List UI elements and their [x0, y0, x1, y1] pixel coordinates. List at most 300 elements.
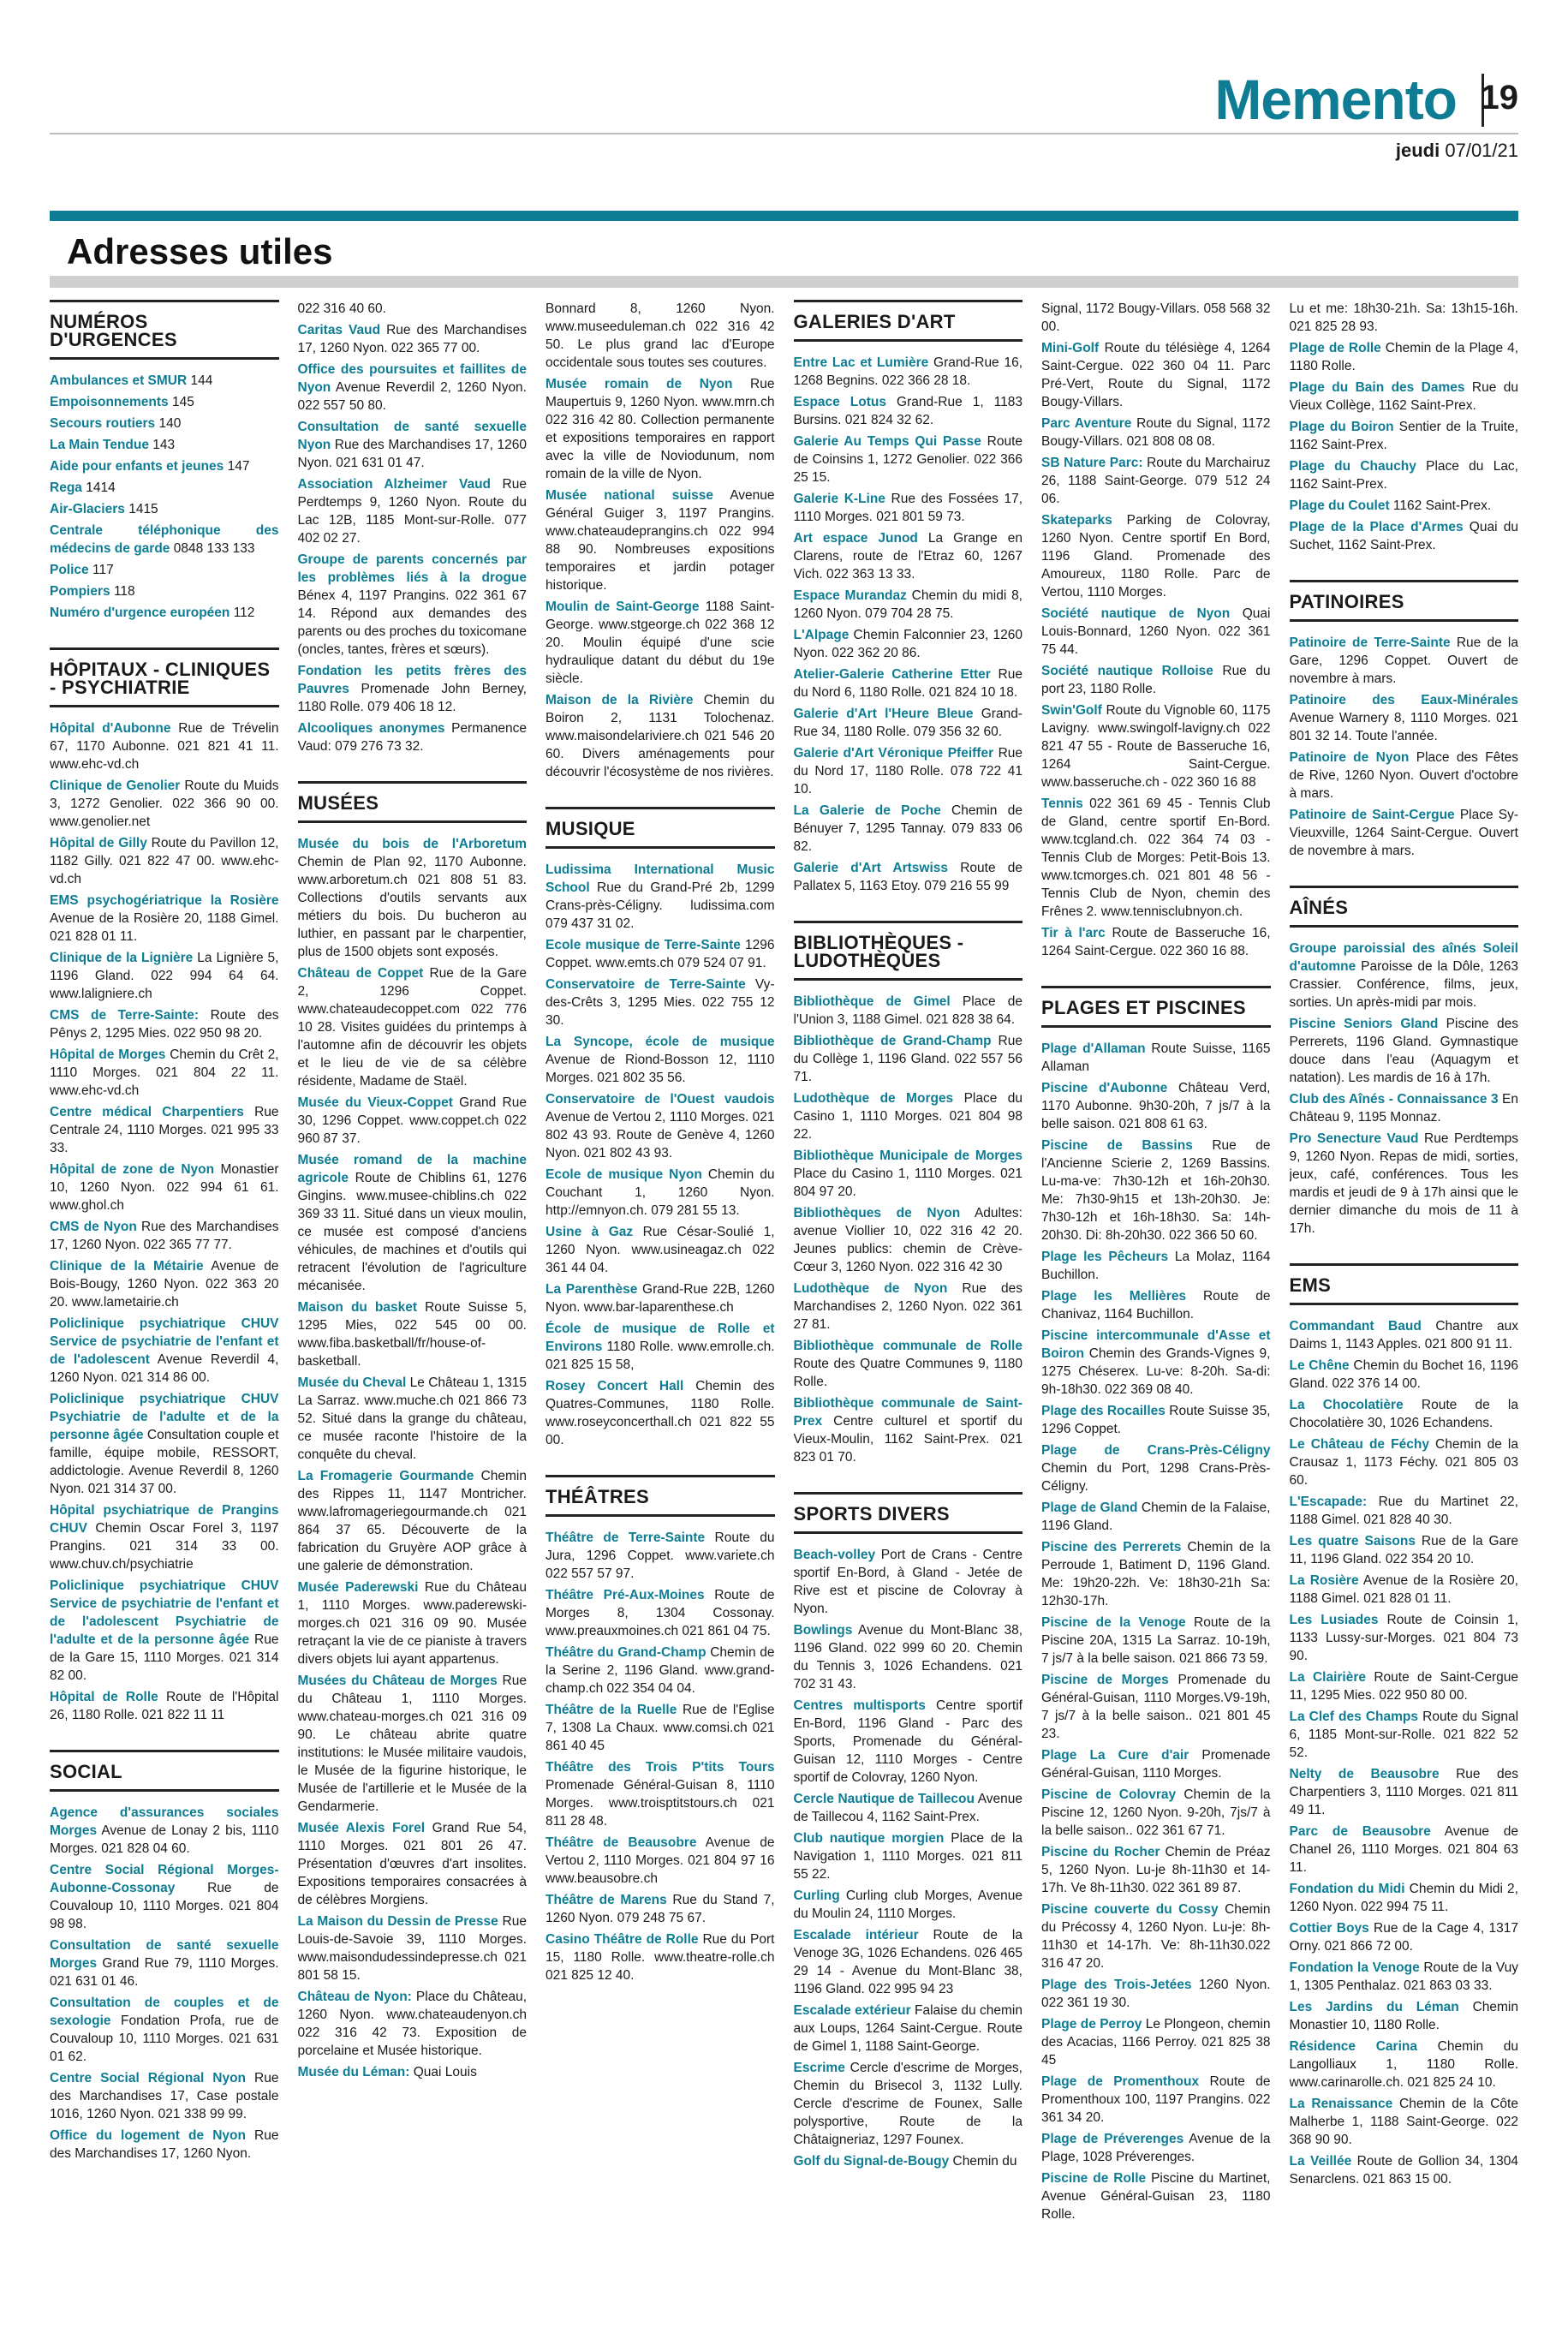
entry-name: Musée du Léman: — [297, 2065, 410, 2079]
listing-entry — [546, 1377, 775, 1449]
section-heading: SPORTS DIVERS — [794, 1492, 1023, 1534]
entry-details: Route du Vignoble 60, 1175 Lavigny. www.swingolf-lavigny.ch 022 821 47 55 - Route de Basseruche 16, 1264 Saint-Cergue. www.basseruche.ch - 022 360 16 88 — [1041, 703, 1271, 790]
listing-entry — [298, 1094, 528, 1148]
entry-name: Centre médical Charpentiers — [50, 1105, 244, 1119]
entry-details: Le Château 1, 1315 La Sarraz. www.muche.ch 021 866 73 52. Situé dans la grange du château, ce musée raconte l'histoire de la conquête du cheval. — [297, 1375, 527, 1462]
entry-name: Galerie Au Temps Qui Passe — [793, 434, 981, 449]
section-gap — [1041, 964, 1271, 986]
masthead — [0, 0, 1568, 167]
entry-details: Route du Jura, 1296 Coppet. www.variete.ch 022 557 57 97. — [546, 1530, 775, 1581]
entry-name: Piscine de Morges — [1041, 1673, 1169, 1687]
entry-name: Piscine de la Venoge — [1041, 1615, 1186, 1630]
listing-entry — [1041, 2130, 1271, 2166]
entry-details: Quai Louis-Bonnard, 1260 Nyon. 022 361 75 44. — [1041, 606, 1271, 657]
entry-name: Pro Senecture Vaud — [1289, 1131, 1419, 1146]
entry-details: Rue des Marchandises 17, 1260 Nyon. 022 365 77 77. — [50, 1220, 279, 1252]
entry-name: Plage de Gland — [1041, 1501, 1138, 1515]
entry-details: Rue de l'Eglise 7, 1308 La Chaux. www.comsi.ch 021 861 40 45 — [546, 1703, 775, 1753]
listing-entry — [1290, 634, 1519, 688]
entry-name: École de musique de Rolle et Environs — [546, 1322, 775, 1354]
listing-entry — [1041, 1786, 1271, 1840]
entry-details: Place de la Navigation 1, 1110 Morges. 021 811 55 22. — [793, 1831, 1022, 1882]
entry-details: Chemin du midi 8, 1260 Nyon. 079 704 28 75. — [793, 588, 1022, 621]
listing-entry — [1290, 806, 1519, 860]
listing-entry — [1041, 454, 1271, 508]
entry-name: Piscine couverte du Cossy — [1041, 1902, 1219, 1917]
entry-details: Place des Fêtes de Rive, 1260 Nyon. Ouvert d'octobre à mars. — [1289, 750, 1518, 801]
section-title: Memento — [1214, 68, 1457, 131]
listing-entry — [1290, 1396, 1519, 1432]
entry-details: Chemin de la Falaise, 1196 Gland. — [1041, 1501, 1271, 1533]
listing-entry — [1290, 1090, 1519, 1126]
listing-entry — [1041, 1040, 1271, 1076]
entry-name: Les Lusiades — [1289, 1613, 1379, 1627]
listing-entry — [794, 490, 1023, 526]
entry-details: Chantre aux Daims 1, 1143 Apples. 021 800 91 11. — [1289, 1319, 1518, 1351]
page-banner — [50, 211, 1518, 279]
entry-name: Fondation la Venoge — [1289, 1960, 1420, 1975]
entry-details: En Château 9, 1195 Monnaz. — [1289, 1092, 1518, 1125]
entry-name: Clinique de la Métairie — [50, 1259, 204, 1274]
entry-details: Adultes: avenue Viollier 10, 022 316 42 20. Jeunes publics: chemin de Crève-Cœur 3, 1260 Nyon. 022 316 42 30 — [793, 1206, 1022, 1274]
listing-entry — [546, 1891, 775, 1927]
entry-name: Ecole musique de Terre-Sainte — [546, 938, 741, 952]
entry-name: Plage du Coulet — [1289, 498, 1390, 513]
listing-entry — [794, 802, 1023, 856]
entry-details: Rue de la Gare, 1296 Coppet. Ouvert de novembre à mars. — [1289, 635, 1518, 686]
entry-details: Grand Rue 79, 1110 Morges. 021 631 01 46. — [50, 1956, 279, 1989]
column-6 — [1290, 300, 1519, 2301]
listing-entry — [546, 1320, 775, 1374]
entry-name: CMS de Nyon — [50, 1220, 137, 1234]
listing-entry — [794, 1926, 1023, 1998]
listing-entry — [794, 1337, 1023, 1391]
entry-details: Avenue Reverdil 4, 1260 Nyon. 021 314 86 00. — [50, 1352, 279, 1385]
entry-details: Rue Louis-de-Savoie 39, 1110 Morges. www.maisondudessindepresse.ch 021 801 58 15. — [297, 1914, 527, 1983]
entry-details: Chemin Falconnier 23, 1260 Nyon. 022 362 20 86. — [793, 628, 1022, 660]
listing-entry — [794, 1204, 1023, 1276]
listing-entry — [1290, 1572, 1519, 1608]
banner-title: Adresses utiles — [67, 231, 333, 271]
entry-details: Place du Lac, 1162 Saint-Prex. — [1289, 459, 1518, 492]
listing-entry — [298, 719, 528, 755]
entry-name: Moulin de Saint-George — [546, 600, 700, 614]
entry-name: Policlinique psychiatrique CHUV Service de psychiatrie de l'enfant et de l'adolescent Psychiatrie de l'adulte et de la personne âgée — [50, 1578, 279, 1647]
listing-entry — [1041, 1079, 1271, 1133]
entry-name: Les quatre Saisons — [1289, 1534, 1416, 1548]
listing-entry — [50, 1315, 279, 1387]
entry-name: Hôpital de Morges — [50, 1047, 166, 1062]
entry-details: Route Suisse 5, 1295 Mies, 022 545 00 00. www.fiba.basketball/fr/house-of-basketball. — [297, 1300, 527, 1369]
listing-entry — [50, 1218, 279, 1254]
entry-details: Avenue de Chanel 26, 1110 Morges. 021 804 63 11. — [1289, 1824, 1518, 1875]
entry-name: Tir à l'arc — [1041, 926, 1106, 940]
entry-details: Le Plongeon, chemin des Acacias, 1166 Perroy. 021 825 38 45 — [1041, 2017, 1271, 2067]
entry-details: Sentier de la Truite, 1162 Saint-Prex. — [1289, 420, 1518, 452]
entry-details: Chemin de la Serine 2, 1196 Gland. www.grand-champ.ch 022 354 04 04. — [546, 1645, 775, 1696]
entry-details: Chemin Oscar Forel 3, 1197 Prangins. 021 314 33 00. www.chuv.ch/psychiatrie — [50, 1521, 279, 1572]
listing-entry — [50, 1688, 279, 1724]
entry-name: La Galerie de Poche — [793, 803, 941, 818]
listing-entry — [50, 1577, 279, 1685]
listing-entry — [50, 1161, 279, 1214]
entry-name: La Fromagerie Gourmande — [297, 1469, 474, 1483]
listing-entry — [298, 1151, 528, 1295]
page-number: 19 — [1480, 79, 1518, 116]
entry-details: Route de Chanivaz, 1164 Buchillon. — [1041, 1289, 1271, 1322]
listing-entry — [1041, 701, 1271, 791]
listing-entry — [546, 1090, 775, 1162]
listing-entry — [50, 436, 279, 454]
entry-name: Alcooliques anonymes — [297, 721, 445, 736]
issue-date — [1396, 140, 1518, 162]
listing-entry — [50, 777, 279, 831]
entry-details: Route de Promenthoux 100, 1197 Prangins. 022 361 34 20. — [1041, 2074, 1271, 2125]
listing-entry — [1290, 749, 1519, 803]
entry-name: Musée du Cheval — [297, 1375, 407, 1390]
listing-entry — [1290, 2152, 1519, 2188]
entry-details: Route du télésiège 4, 1264 Saint-Cergue. 022 360 04 11. Parc Pré-Vert, Route du Signal, 1172 Bougy-Villars. — [1041, 341, 1271, 409]
entry-name: La Main Tendue — [50, 438, 149, 452]
entry-details: Centre culturel et sportif du Vieux-Moulin, 1162 Saint-Prex. 021 823 01 70. — [793, 1414, 1022, 1465]
entry-details: Rue de la Cage 4, 1317 Orny. 021 866 72 00. — [1289, 1921, 1518, 1954]
column-2 — [298, 300, 528, 2301]
listing-entry — [298, 1988, 528, 2060]
entry-details: Chemin du Bochet 16, 1196 Gland. 022 376 14 00. — [1289, 1358, 1518, 1391]
entry-name: Piscine intercommunale d'Asse et Boiron — [1041, 1328, 1271, 1361]
entry-name: Aide pour enfants et jeunes — [50, 459, 224, 474]
listing-entry — [546, 1701, 775, 1755]
listing-entry — [298, 1298, 528, 1370]
entry-name: Patinoire de Saint-Cergue — [1289, 808, 1455, 822]
entry-name: Clinique de la Lignière — [50, 951, 194, 965]
entry-name: Parc de Beausobre — [1289, 1824, 1431, 1839]
entry-name: Entre Lac et Lumière — [793, 355, 929, 370]
entry-name: Policlinique psychiatrique CHUV Psychiatrie de l'adulte et de la personne âgée — [50, 1392, 279, 1442]
entry-details: Piscine des Perrerets, 1196 Gland. Gymnastique douce dans l'eau (Aquagym et natation). Les mardis de 16 à 17h. — [1289, 1017, 1518, 1085]
entry-details: Grand-Rue 16, 1268 Begnins. 022 366 28 18. — [793, 355, 1022, 388]
entry-name: Musée du bois de l'Arboretum — [297, 837, 527, 851]
entry-details: Rue des Charpentiers 3, 1110 Morges. 021 811 49 11. — [1289, 1767, 1518, 1817]
banner-underline — [50, 276, 1518, 288]
listing-entry — [1290, 1823, 1519, 1877]
section-heading: HÔPITAUX - CLINIQUES - PSYCHIATRIE — [50, 647, 279, 707]
entry-details: Grand Rue 30, 1296 Coppet. www.coppet.ch 022 960 87 37. — [297, 1095, 527, 1146]
entry-details: Avenue de Vertou 2, 1110 Morges. 021 802 43 93. Route de Genève 4, 1260 Nyon. 021 802 43 93. — [546, 1110, 775, 1161]
entry-name: Centre Social Régional Nyon — [50, 2071, 247, 2085]
entry-details: Avenue de la Plage, 1028 Préverenges. — [1041, 2132, 1271, 2164]
section-gap — [546, 785, 775, 807]
entry-details: 143 — [148, 438, 176, 452]
entry-name: La Chocolatière — [1289, 1398, 1404, 1412]
entry-name: Ambulances et SMUR — [50, 373, 188, 388]
entry-details: Bénex 4, 1197 Prangins. 022 361 67 14. Répond aux demandes des parents ou des proches du toxicomane (oncles, tantes, frères et sœurs). — [297, 588, 527, 657]
entry-name: Ludothèque de Morges — [793, 1091, 954, 1106]
listing-entry — [794, 2152, 1023, 2170]
entry-name: Plage du Chauchy — [1289, 459, 1416, 474]
entry-details: Rue des Marchandises 17, Case postale 1016, 1260 Nyon. 021 338 99 99. — [50, 2071, 279, 2121]
listing-entry — [794, 587, 1023, 623]
entry-details: Rue de Couvaloup 10, 1110 Morges. 021 804 98 98. — [50, 1881, 279, 1931]
listing-entry — [794, 433, 1023, 486]
listing-entry — [1290, 1919, 1519, 1955]
entry-details: Route du Marchairuz 26, 1188 Saint-George. 079 512 24 06. — [1041, 456, 1271, 506]
column-3 — [546, 300, 775, 2301]
entry-name: Le Château de Féchy — [1289, 1437, 1429, 1452]
entry-name: Piscine Seniors Gland — [1289, 1017, 1439, 1031]
listing-entry — [298, 2063, 528, 2081]
entry-name: Patinoire de Terre-Sainte — [1289, 635, 1451, 650]
entry-name: Musée national suisse — [546, 488, 714, 503]
entry-name: Groupe paroissial des aînés Soleil d'automne — [1289, 941, 1518, 974]
listing-entry — [794, 1147, 1023, 1201]
section-gap — [1290, 558, 1519, 580]
entry-details: Rue du Collège 1, 1196 Gland. 022 557 56 71. — [793, 1034, 1022, 1084]
entry-details: Avenue de la Rosière 20, 1188 Gimel. 021 828 01 11. — [1289, 1573, 1518, 1606]
listing-entry — [1041, 2073, 1271, 2127]
listing-entry — [794, 529, 1023, 583]
entry-name: Atelier-Galerie Catherine Etter — [793, 667, 991, 682]
entry-name: Musées du Château de Morges — [297, 1674, 498, 1688]
issue-date-value: 07/01/21 — [1445, 140, 1518, 161]
listing-entry — [1041, 300, 1271, 336]
entry-details: Parking de Colovray, 1260 Nyon. Centre sportif En Bord, 1196 Gland. Promenade des Amoureux, 1180 Rolle. Parc de Vertou, 1110 Morges. — [1041, 513, 1271, 600]
entry-details: Chemin des Rippes 11, 1147 Montricher. www.lafromageriegourmande.ch 021 864 37 65. Découverte de la fabrication du Gruyère AOP grâce à une galerie de démonstration. — [297, 1469, 527, 1573]
entry-details: 117 — [88, 563, 114, 577]
entry-details: Cercle d'escrime de Morges, Chemin du Brisecol 3, 1132 Lully. Cercle d'escrime de Founex, Salle polysportive, Route de la Châtaigneriaz, 1297 Founex. — [793, 2061, 1022, 2147]
listing-entry — [1041, 662, 1271, 698]
entry-details: Chemin de Bénuyer 7, 1295 Tannay. 079 833 06 82. — [793, 803, 1022, 854]
entry-details: 1162 Saint-Prex. — [1389, 498, 1492, 513]
entry-name: L'Escapade: — [1289, 1495, 1368, 1509]
listing-entry — [546, 1166, 775, 1220]
listing-entry — [1041, 511, 1271, 601]
listing-entry — [1290, 457, 1519, 493]
entry-name: Conservatoire de l'Ouest vaudois — [546, 1092, 775, 1107]
issue-day: jeudi — [1395, 140, 1440, 161]
listing-entry — [794, 744, 1023, 798]
entry-name: Plage les Mellières — [1041, 1289, 1187, 1304]
entry-name: Hôpital psychiatrique de Prangins CHUV — [50, 1503, 279, 1536]
entry-name: Fondation du Midi — [1289, 1882, 1405, 1896]
entry-name: Plage de la Place d'Armes — [1289, 520, 1464, 534]
entry-details: Route des Pênys 2, 1295 Mies. 022 950 98 20. — [50, 1008, 279, 1041]
entry-name: Centres multisports — [793, 1698, 926, 1713]
entry-details: Rue du Port 15, 1180 Rolle. www.theatre-rolle.ch 021 825 12 40. — [546, 1932, 775, 1983]
listing-entry — [546, 1586, 775, 1640]
listing-entry — [546, 1758, 775, 1830]
entry-details: Route du Muids 3, 1272 Genolier. 022 366 90 00. www.genolier.net — [50, 779, 279, 829]
listing-entry — [298, 1374, 528, 1464]
header-rule — [50, 133, 1518, 134]
entry-name: Ecole de musique Nyon — [546, 1167, 702, 1182]
entry-details: Avenue de la Rosière 20, 1188 Gimel. 021 828 01 11. — [50, 911, 279, 944]
listing-entry — [546, 1834, 775, 1888]
entry-name: Bibliothèque communale de Saint-Prex — [793, 1396, 1022, 1429]
listing-entry — [546, 691, 775, 781]
entry-name: Consultation de santé sexuelle Nyon — [297, 420, 527, 452]
listing-entry — [1290, 300, 1519, 336]
entry-details: 1180 Rolle. www.emrolle.ch. 021 825 15 58, — [546, 1340, 775, 1372]
listing-entry — [546, 486, 775, 594]
entry-details: Fondation Profa, rue de Couvaloup 10, 1110 Morges. 021 631 01 62. — [50, 2014, 279, 2064]
listing-entry — [298, 1672, 528, 1816]
entry-details: Route de Morges 8, 1304 Cossonay. www.preauxmoines.ch 021 861 04 75. — [546, 1588, 775, 1638]
entry-name: Secours routiers — [50, 416, 156, 431]
entry-name: Bibliothèque Municipale de Morges — [793, 1149, 1022, 1163]
listing-entry — [1041, 1287, 1271, 1323]
entry-name: Plage des Trois-Jetées — [1041, 1978, 1192, 1992]
listing-entry — [1290, 1611, 1519, 1665]
listing-entry — [1290, 497, 1519, 515]
entry-details: Promenade du Général-Guisan, 1110 Morges.V9-19h, 7 js/7 à la belle saison.. 021 801 45 23. — [1041, 1673, 1271, 1741]
entry-details: 144 — [187, 373, 213, 388]
entry-name: Casino Théâtre de Rolle — [546, 1932, 699, 1947]
entry-details: Rue des Marchandises 2, 1260 Nyon. 022 361 27 81. — [793, 1281, 1022, 1332]
listing-entry — [298, 551, 528, 659]
entry-name: Policlinique psychiatrique CHUV Service de psychiatrie de l'enfant et de l'adolescent — [50, 1316, 279, 1367]
entry-details: Chemin de la Plage 4, 1180 Rolle. — [1289, 341, 1518, 373]
entry-details: Place Sy-Vieuxville, 1264 Saint-Cergue. Ouvert de novembre à mars. — [1289, 808, 1518, 858]
entry-details: 1188 Saint-George. www.stgeorge.ch 022 368 12 20. Moulin équipé d'une scie hydraulique datant du début du 19e siècle. — [546, 600, 775, 686]
listing-entry — [1290, 1959, 1519, 1995]
entry-name: Parc Aventure — [1041, 416, 1132, 431]
entry-details: Chemin des Quatres-Communes, 1180 Rolle. www.roseyconcerthall.ch 021 822 55 00. — [546, 1379, 775, 1447]
entry-name: Hôpital d'Aubonne — [50, 721, 171, 736]
entry-name: Police — [50, 563, 89, 577]
entry-details: Promenade Général-Guisan, 1110 Morges. — [1041, 1748, 1271, 1781]
listing-entry — [1290, 1435, 1519, 1489]
listing-entry — [50, 479, 279, 497]
entry-name: Plage du Bain des Dames — [1289, 380, 1465, 395]
entry-details: Rue du Grand-Pré 2b, 1299 Crans-près-Céligny. ludissima.com 079 437 31 02. — [546, 880, 775, 931]
entry-details: Avenue Général Guiger 3, 1197 Prangins. www.chateaudeprangins.ch 022 994 88 90. Nombreuses expositions temporaires et jardin potager historique. — [546, 488, 775, 593]
entry-details: Route du Signal, 1172 Bougy-Villars. 021 808 08 08. — [1041, 416, 1271, 449]
column-5 — [1041, 300, 1271, 2301]
listing-entry — [50, 500, 279, 518]
listing-entry — [50, 1390, 279, 1498]
entry-details: Chemin du Langolliaux 1, 1180 Rolle. www.carinarolle.ch. 021 825 24 10. — [1289, 2039, 1518, 2090]
entry-name: Théâtre de Marens — [546, 1893, 667, 1907]
listing-entry — [50, 522, 279, 558]
entry-details: 022 316 40 60. — [297, 301, 386, 316]
entry-name: Bibliothèque de Grand-Champ — [793, 1034, 992, 1048]
entry-name: Agence d'assurances sociales Morges — [50, 1805, 279, 1838]
entry-name: Musée Paderewski — [297, 1580, 419, 1595]
listing-entry — [1041, 2169, 1271, 2223]
entry-name: Musée romain de Nyon — [546, 377, 733, 391]
entry-details: Avenue de Bois-Bougy, 1260 Nyon. 022 363 20 20. www.lametairie.ch — [50, 1259, 279, 1310]
entry-details: Curling club Morges, Avenue du Moulin 24, 1110 Morges. — [793, 1888, 1022, 1921]
entry-name: Hôpital de Rolle — [50, 1690, 158, 1704]
entry-details: La Molaz, 1164 Buchillon. — [1041, 1250, 1271, 1282]
entry-name: Espace Lotus — [793, 395, 886, 409]
banner-accent-bar — [50, 211, 1518, 221]
entry-name: Plage des Rocailles — [1041, 1404, 1166, 1418]
entry-name: Plage de Crans-Près-Céligny — [1041, 1443, 1271, 1458]
entry-name: Rega — [50, 480, 82, 495]
listing-entry — [1290, 1708, 1519, 1762]
listing-entry — [546, 1280, 775, 1316]
entry-name: La Parenthèse — [546, 1282, 638, 1297]
listing-entry — [50, 719, 279, 773]
entry-name: Cottier Boys — [1289, 1921, 1369, 1936]
entry-details: Grand Rue 54, 1110 Morges. 021 801 26 47. Présentation d'œuvres d'art insolites. Expositions temporaires consacrées à de célèbres Morgiens. — [297, 1821, 527, 1907]
listing-entry — [1041, 1137, 1271, 1244]
listing-entry — [794, 1621, 1023, 1693]
entry-details: Grand-Rue 34, 1180 Rolle. 079 356 32 60. — [793, 707, 1022, 739]
listing-entry — [50, 393, 279, 411]
entry-name: L'Alpage — [793, 628, 850, 642]
entry-details: Route de Chiblins 61, 1276 Gingins. www.musee-chiblins.ch 022 369 33 11. Situé dans un vieux moulin, ce musée est composé d'anciens véhicules, de machines et d'outils qui retracent l'évolution de l'agriculture mécanisée. — [297, 1171, 527, 1293]
listing-entry — [1290, 1015, 1519, 1087]
listing-entry — [794, 665, 1023, 701]
entry-name: Théâtre du Grand-Champ — [546, 1645, 706, 1660]
listing-entry — [546, 1529, 775, 1583]
entry-name: Espace Murandaz — [793, 588, 907, 603]
entry-name: Pompiers — [50, 584, 110, 599]
entry-name: Plage de Rolle — [1289, 341, 1381, 355]
listing-entry — [794, 393, 1023, 429]
entry-details: Place du Casino 1, 1110 Morges. 021 804 98 22. — [793, 1091, 1022, 1142]
entry-name: Office des poursuites et faillites de Nyon — [297, 362, 527, 395]
entry-details: Vy-des-Crêts 3, 1295 Mies. 022 755 12 30. — [546, 977, 775, 1028]
entry-details: Rue Centrale 24, 1110 Morges. 021 995 33 33. — [50, 1105, 279, 1155]
section-heading: GALERIES D'ART — [794, 300, 1023, 342]
listing-entry — [50, 1804, 279, 1858]
listing-entry — [1290, 1357, 1519, 1393]
listing-entry — [794, 354, 1023, 390]
entry-name: Galerie d'Art Véronique Pfeiffer — [793, 746, 994, 761]
entry-name: Plage de Préverenges — [1041, 2132, 1184, 2146]
listing-entry — [794, 993, 1023, 1029]
entry-name: Fondation les petits frères des Pauvres — [297, 664, 527, 696]
column-4 — [794, 300, 1023, 2301]
listing-entry — [1041, 1248, 1271, 1284]
entry-name: La Veillée — [1289, 2154, 1352, 2169]
entry-name: Plage La Cure d'air — [1041, 1748, 1189, 1763]
entry-details: Chemin du Précossy 4, 1260 Nyon. Lu-je: 8h-11h30 et 14-17h. Ve: 8h-11h30.022 316 47 20. — [1041, 1902, 1271, 1971]
entry-details: 112 — [230, 606, 255, 620]
entry-details: La Grange en Clarens, route de l'Etraz 60, 1267 Vich. 022 363 13 33. — [793, 531, 1022, 582]
entry-name: Maison du basket — [297, 1300, 418, 1315]
entry-details: Route de Pallatex 5, 1163 Etoy. 079 216 55 99 — [793, 861, 1022, 893]
section-gap — [1290, 1241, 1519, 1263]
listing-entry — [50, 372, 279, 390]
listing-entry — [1041, 415, 1271, 450]
entry-name: Centrale téléphonique des médecins de garde — [50, 523, 279, 556]
listing-entry — [1041, 924, 1271, 960]
entry-name: Théâtre de Beausobre — [546, 1835, 697, 1850]
entry-details: Rue du Martinet 22, 1188 Gimel. 021 828 40 30. — [1289, 1495, 1518, 1527]
entry-details: Route Suisse 35, 1296 Coppet. — [1041, 1404, 1271, 1436]
listing-entry — [50, 2069, 279, 2123]
entry-name: Musée Alexis Forel — [297, 1821, 426, 1835]
listing-entry — [50, 1006, 279, 1042]
entry-name: Musée romand de la machine agricole — [297, 1153, 527, 1185]
entry-name: Résidence Carina — [1289, 2039, 1417, 2054]
entry-details: Route de Coinsins 1, 1272 Genolier. 022 366 25 15. — [793, 434, 1022, 485]
listing-entry — [1041, 795, 1271, 921]
entry-name: Piscine de Colovray — [1041, 1787, 1177, 1802]
listing-entry — [1290, 418, 1519, 454]
listing-entry — [298, 1578, 528, 1668]
entry-details: Avenue de Taillecou 4, 1162 Saint-Prex. — [793, 1792, 1022, 1824]
entry-details: Route de la Venoge 3G, 1026 Echandens. 026 465 29 14 - Avenue du Mont-Blanc 38, 1196 Gland. 022 995 94 23 — [793, 1928, 1022, 1996]
entry-name: Bowlings — [793, 1623, 853, 1638]
entry-name: Patinoire des Eaux-Minérales — [1289, 693, 1518, 707]
entry-details: Piscine du Martinet, Avenue Général-Guisan 23, 1180 Rolle. — [1041, 2171, 1271, 2222]
